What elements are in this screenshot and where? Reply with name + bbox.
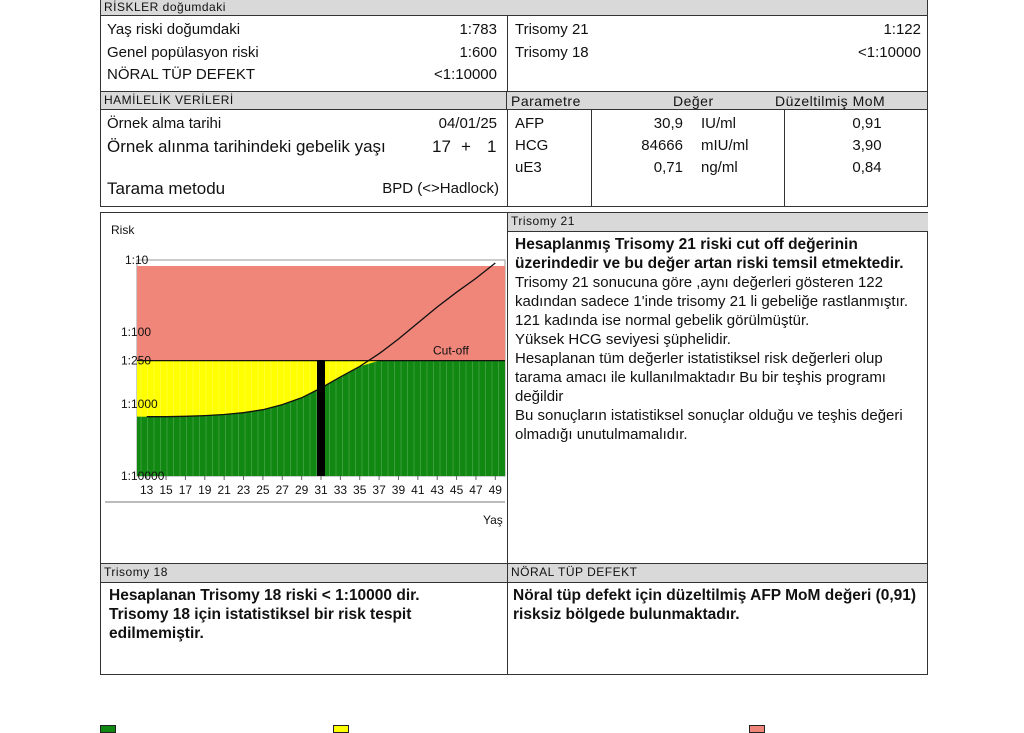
x-tick-label: 19 (198, 483, 212, 497)
x-tick-label: 35 (353, 483, 367, 497)
t18-text: Hesaplanan Trisomy 18 riski < 1:10000 dir. Trisomy 18 için istatistiksel bir risk tespit edilmemiştir. (109, 587, 420, 642)
params-header-value: Değer (673, 93, 714, 109)
x-tick-label: 21 (217, 483, 231, 497)
chart-t21-section (100, 212, 928, 565)
t21-text-block (515, 235, 915, 444)
risks-divider (507, 15, 508, 93)
y-tick-label: 1:10 (125, 253, 149, 267)
ga-days: 1 (487, 137, 497, 156)
risk-age-value: 1:783 (459, 21, 497, 38)
ga-plus: + (461, 137, 471, 156)
cutoff-label: Cut-off (433, 343, 469, 358)
sample-date-value: 04/01/25 (438, 115, 497, 132)
param-ue3-value: 0,71 (653, 159, 683, 176)
legend-low-swatch (100, 725, 116, 733)
pregnancy-divider (507, 110, 508, 206)
params-header-mom: Düzeltilmiş MoM (775, 93, 886, 109)
y-tick-label: 1:10000 (121, 469, 165, 483)
y-tick-label: 1:1000 (121, 397, 158, 411)
x-tick-label: 29 (294, 483, 309, 497)
param-ue3-unit: ng/ml (701, 159, 738, 176)
risks-header: RİSKLER doğumdaki (101, 0, 927, 16)
x-axis-label: Yaş (483, 513, 503, 527)
method-value: BPD (<>Hadlock) (382, 180, 499, 197)
risk-chart (101, 213, 507, 564)
x-tick-label: 49 (488, 483, 502, 497)
risk-t21-label: Trisomy 21 (515, 21, 589, 38)
y-tick-label: 1:250 (121, 353, 152, 368)
risks-section (100, 0, 928, 94)
x-tick-label: 41 (411, 483, 425, 497)
x-tick-label: 15 (159, 483, 173, 497)
risk-t21-value: 1:122 (883, 21, 921, 38)
pregnancy-header: HAMİLELİK VERİLERİ (101, 92, 507, 110)
risk-t18-label: Trisomy 18 (515, 44, 589, 61)
t21-line-3: Hesaplanan tüm değerler istatistiksel risk değerleri olup tarama amacı ile kullanılmaktadır Bu bir teşhis programı değildir (515, 350, 886, 405)
pregnancy-section (100, 91, 928, 207)
param-hcg-mom: 3,90 (852, 137, 882, 154)
chart-title: Risk (111, 223, 135, 237)
param-hcg-unit: mIU/ml (701, 137, 749, 154)
t18-header: Trisomy 18 (101, 564, 507, 583)
method-label: Tarama metodu (107, 179, 226, 198)
patient-marker (317, 360, 325, 476)
t21-line-2: Yüksek HCG seviyesi şüphelidir. (515, 331, 731, 348)
param-hcg-value: 84666 (641, 137, 683, 154)
params-header-param: Parametre (511, 93, 581, 109)
param-ue3-mom: 0,84 (852, 159, 882, 176)
x-tick-label: 45 (449, 483, 464, 497)
t21-header: Trisomy 21 (508, 213, 928, 232)
params-header-bar (507, 92, 927, 110)
param-afp-name: AFP (515, 115, 545, 132)
ntd-text: Nöral tüp defekt için düzeltilmiş AFP MoM değeri (0,91) risksiz bölgede bulunmaktadır. (513, 587, 917, 623)
risk-population-value: 1:600 (459, 44, 497, 61)
param-hcg-name: HCG (515, 137, 549, 154)
param-afp-value: 30,9 (653, 115, 683, 132)
x-tick-label: 27 (275, 483, 289, 497)
risk-age-label: Yaş riski doğumdaki (107, 21, 241, 38)
ntd-header: NÖRAL TÜP DEFEKT (508, 564, 927, 583)
x-tick-label: 31 (314, 483, 328, 497)
t18-ntd-section (100, 563, 928, 675)
risk-t18-value: <1:10000 (858, 44, 921, 61)
x-tick-label: 25 (256, 483, 270, 497)
params-col-divider-2 (784, 110, 785, 206)
t21-line-4: Bu sonuçların istatistiksel sonuçlar olduğu ve teşhis değeri olmadığı unutulmamalıdır. (515, 407, 903, 443)
param-ue3-name: uE3 (515, 159, 542, 176)
legend-medium-swatch (333, 725, 349, 733)
risk-ntd-label: NÖRAL TÜP DEFEKT (107, 66, 256, 83)
legend-high-swatch (749, 725, 765, 733)
ga-label: Örnek alınma tarihindeki gebelik yaşı (107, 137, 386, 156)
y-tick-label: 1:100 (121, 325, 152, 339)
ga-weeks: 17 (432, 137, 451, 156)
t21-bold-text: Hesaplanmış Trisomy 21 riski cut off değerinin üzerindedir ve bu değer artan riski temsil etmektedir. (515, 236, 904, 272)
param-afp-mom: 0,91 (852, 115, 882, 132)
x-tick-label: 39 (391, 483, 406, 497)
sample-date-label: Örnek alma tarihi (107, 115, 222, 132)
param-afp-unit: IU/ml (701, 115, 736, 132)
x-tick-label: 33 (333, 483, 348, 497)
chart-t21-divider (507, 213, 508, 564)
x-tick-label: 47 (469, 483, 483, 497)
risk-population-label: Genel popülasyon riski (107, 44, 259, 61)
risk-ntd-value: <1:10000 (434, 66, 497, 83)
x-tick-label: 43 (430, 483, 444, 497)
x-tick-label: 37 (372, 483, 386, 497)
params-col-divider-1 (591, 110, 592, 206)
x-tick-label: 17 (178, 483, 193, 497)
x-tick-label: 23 (236, 483, 251, 497)
t21-line-1: Trisomy 21 sonucuna göre ,aynı değerleri gösteren 122 kadından sadece 1'inde trisomy 21 li gebeliğe rastlanmıştır. 121 kadında ise normal gebelik görülmüştür. (515, 274, 909, 329)
x-tick-label: 13 (140, 483, 154, 497)
